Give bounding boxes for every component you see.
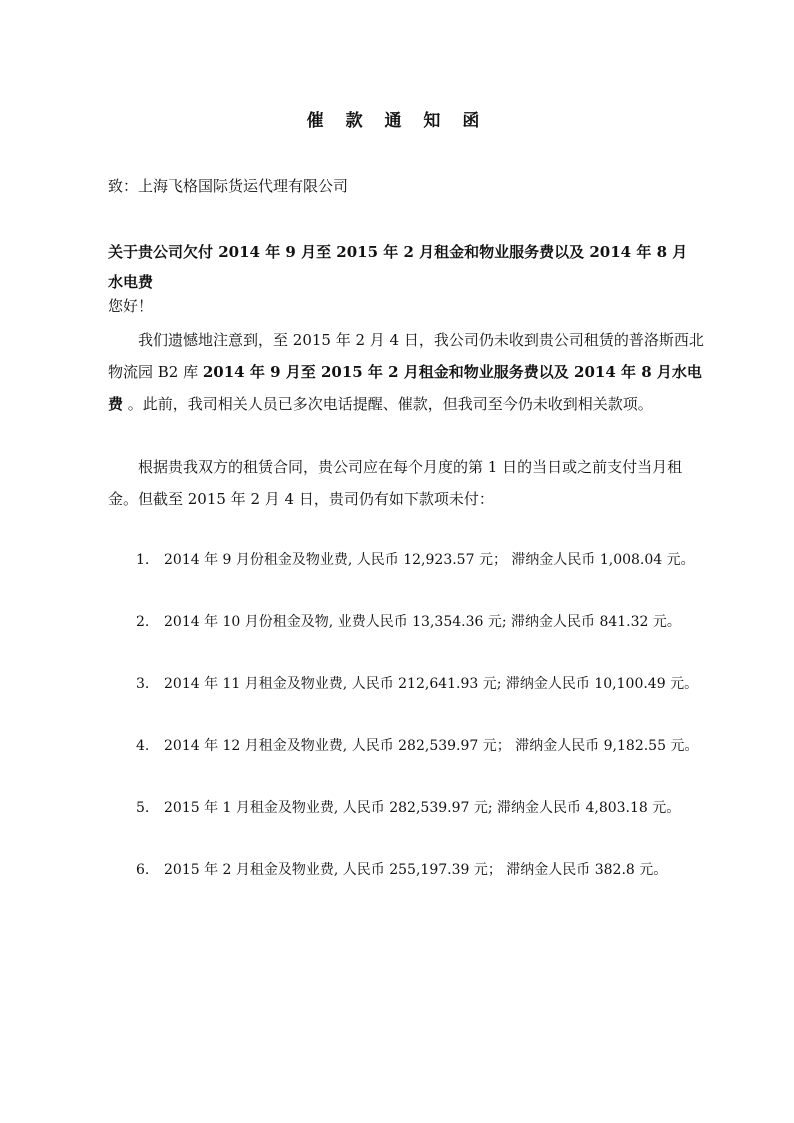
list-item-text: 2015 年 1 月租金及物业费, 人民币 282,539.97 元; 滞纳金人民币 4,803.18 元。 xyxy=(164,800,681,816)
list-item-text: 2014 年 11 月租金及物业费, 人民币 212,641.93 元; 滞纳金人民币 10,100.49 元。 xyxy=(164,676,699,692)
list-item xyxy=(136,669,706,699)
document-title: 催 款 通 知 函 xyxy=(306,111,488,131)
list-item-number: 1. xyxy=(136,552,150,568)
list-item-number: 5. xyxy=(136,800,150,816)
list-item-number: 6. xyxy=(136,862,150,878)
paragraph-contract: 根据贵我双方的租赁合同，贵公司应在每个月度的第 1 日的当日或之前支付当月租金。但截至 2015 年 2 月 4 日，贵司仍有如下款项未付： xyxy=(108,458,683,508)
list-item xyxy=(136,855,706,885)
paragraph-notice-part1: 我们遗憾地注意到，至 2015 年 2 月 4 日，我公司仍未收到贵公司租赁的普洛斯西北物流园 B2 库 xyxy=(108,331,704,381)
outstanding-items-list xyxy=(136,545,706,917)
list-item-number: 3. xyxy=(136,676,150,692)
paragraph-notice-part2: 。此前，我司相关人员已多次电话提醒、催款，但我司至今仍未收到相关款项。 xyxy=(123,395,653,413)
list-item-number: 4. xyxy=(136,738,150,754)
list-item-number: 2. xyxy=(136,614,150,630)
list-item-text: 2014 年 9 月份租金及物业费, 人民币 12,923.57 元； 滞纳金人民币 1,008.04 元。 xyxy=(164,552,695,568)
list-item-text: 2014 年 12 月租金及物业费, 人民币 282,539.97 元； 滞纳金人民币 9,182.55 元。 xyxy=(164,738,699,754)
list-item xyxy=(136,731,706,761)
list-item-text: 2015 年 2 月租金及物业费, 人民币 255,197.39 元； 滞纳金人民币 382.8 元。 xyxy=(164,862,668,878)
list-item xyxy=(136,793,706,823)
paragraph-notice xyxy=(108,324,708,420)
list-item xyxy=(136,545,706,575)
greeting: 您好！ xyxy=(108,297,154,315)
paragraph-notice-bold: 2014 年 9 月至 2015 年 2 月租金和物业服务费以及 2014 年 8 月水电费 xyxy=(108,363,702,413)
subject-line: 关于贵公司欠付 2014 年 9 月至 2015 年 2 月租金和物业服务费以及 2014 年 8 月水电费 xyxy=(108,243,688,291)
list-item-text: 2014 年 10 月份租金及物, 业费人民币 13,354.36 元; 滞纳金人民币 841.32 元。 xyxy=(164,614,681,630)
list-item xyxy=(136,607,706,637)
recipient-line: 致：上海飞格国际货运代理有限公司 xyxy=(108,177,349,195)
